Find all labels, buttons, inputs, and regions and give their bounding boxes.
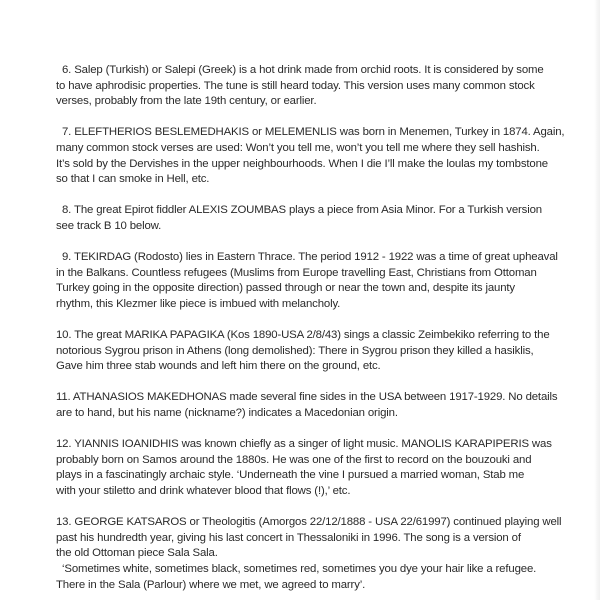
- note-line: 13. GEORGE KATSAROS or Theologitis (Amorgos 22/12/1888 - USA 22/61997) continued playing well: [56, 516, 562, 529]
- note-line: 12. YIANNIS IOANIDHIS was known chiefly as a singer of light music. MANOLIS KARAPIPERIS was: [56, 438, 552, 451]
- note-line: 9. TEKIRDAG (Rodosto) lies in Eastern Thrace. The period 1912 - 1922 was a time of great upheaval: [62, 251, 558, 264]
- note-line: 8. The great Epirot fiddler ALEXIS ZOUMBAS plays a piece from Asia Minor. For a Turkish version: [62, 204, 542, 217]
- note-line: so that I can smoke in Hell, etc.: [56, 173, 210, 186]
- note-11: [56, 390, 572, 421]
- quoted-lyric-line: There in the Sala (Parlour) where we met, we agreed to marry’.: [56, 578, 366, 591]
- note-line: Gave him three stab wounds and left him there on the ground, etc.: [56, 360, 381, 373]
- note-line: 10. The great MARIKA PAPAGIKA (Kos 1890-USA 2/8/43) sings a classic Zeimbekiko referring to the: [56, 329, 550, 342]
- note-line: are to hand, but his name (nickname?) indicates a Macedonian origin.: [56, 407, 398, 420]
- page-edge-shadow: [594, 0, 600, 600]
- note-7: [56, 125, 572, 187]
- note-line: 11. ATHANASIOS MAKEDHONAS made several fine sides in the USA between 1917-1929. No details: [56, 391, 558, 404]
- note-line: to have aphrodisic properties. The tune is still heard today. This version uses many common stock: [56, 79, 535, 92]
- note-line: Turkey going in the opposite direction) passed through or near the town and, despite its jaunty: [56, 282, 515, 295]
- note-line: with your stiletto and drink whatever blood that flows (!),’ etc.: [56, 485, 351, 498]
- note-line: the old Ottoman piece Sala Sala.: [56, 547, 218, 560]
- note-line: 7. ELEFTHERIOS BESLEMEDHAKIS or MELEMENLIS was born in Menemen, Turkey in 1874. Again,: [62, 126, 565, 139]
- note-line: see track B 10 below.: [56, 219, 162, 232]
- note-line: in the Balkans. Countless refugees (Muslims from Europe travelling East, Christians from Ottoman: [56, 266, 537, 279]
- note-10: [56, 328, 572, 375]
- note-9: [56, 250, 572, 312]
- note-8: [56, 203, 572, 234]
- note-line: rhythm, this Klezmer like piece is imbued with melancholy.: [56, 297, 341, 310]
- quoted-lyric-line: ‘Sometimes white, sometimes black, sometimes red, sometimes you dye your hair like a refugee.: [62, 563, 537, 575]
- note-line: probably born on Samos around the 1880s. He was one of the first to record on the bouzouki and: [56, 453, 532, 466]
- note-13: [56, 515, 572, 593]
- note-line: plays in a fascinatingly archaic style. ‘Underneath the vine I pursued a married woman, Stab me: [56, 469, 525, 482]
- note-line: past his hundredth year, giving his last concert in Thessaloniki in 1996. The song is a version of: [56, 531, 521, 544]
- note-line: many common stock verses are used: Won’t you tell me, won’t you tell me where they sell hashish.: [56, 141, 540, 154]
- note-6: [56, 63, 572, 110]
- liner-notes-page: [56, 63, 572, 609]
- note-line: verses, probably from the late 19th century, or earlier.: [56, 95, 317, 108]
- note-line: 6. Salep (Turkish) or Salepi (Greek) is a hot drink made from orchid roots. It is considered by some: [62, 64, 544, 76]
- note-line: notorious Sygrou prison in Athens (long demolished): There in Sygrou prison they killed a hasiklis,: [56, 344, 534, 357]
- note-12: [56, 437, 572, 499]
- note-line: It’s sold by the Dervishes in the upper neighbourhoods. When I die I’ll make the loulas my tombstone: [56, 157, 548, 170]
